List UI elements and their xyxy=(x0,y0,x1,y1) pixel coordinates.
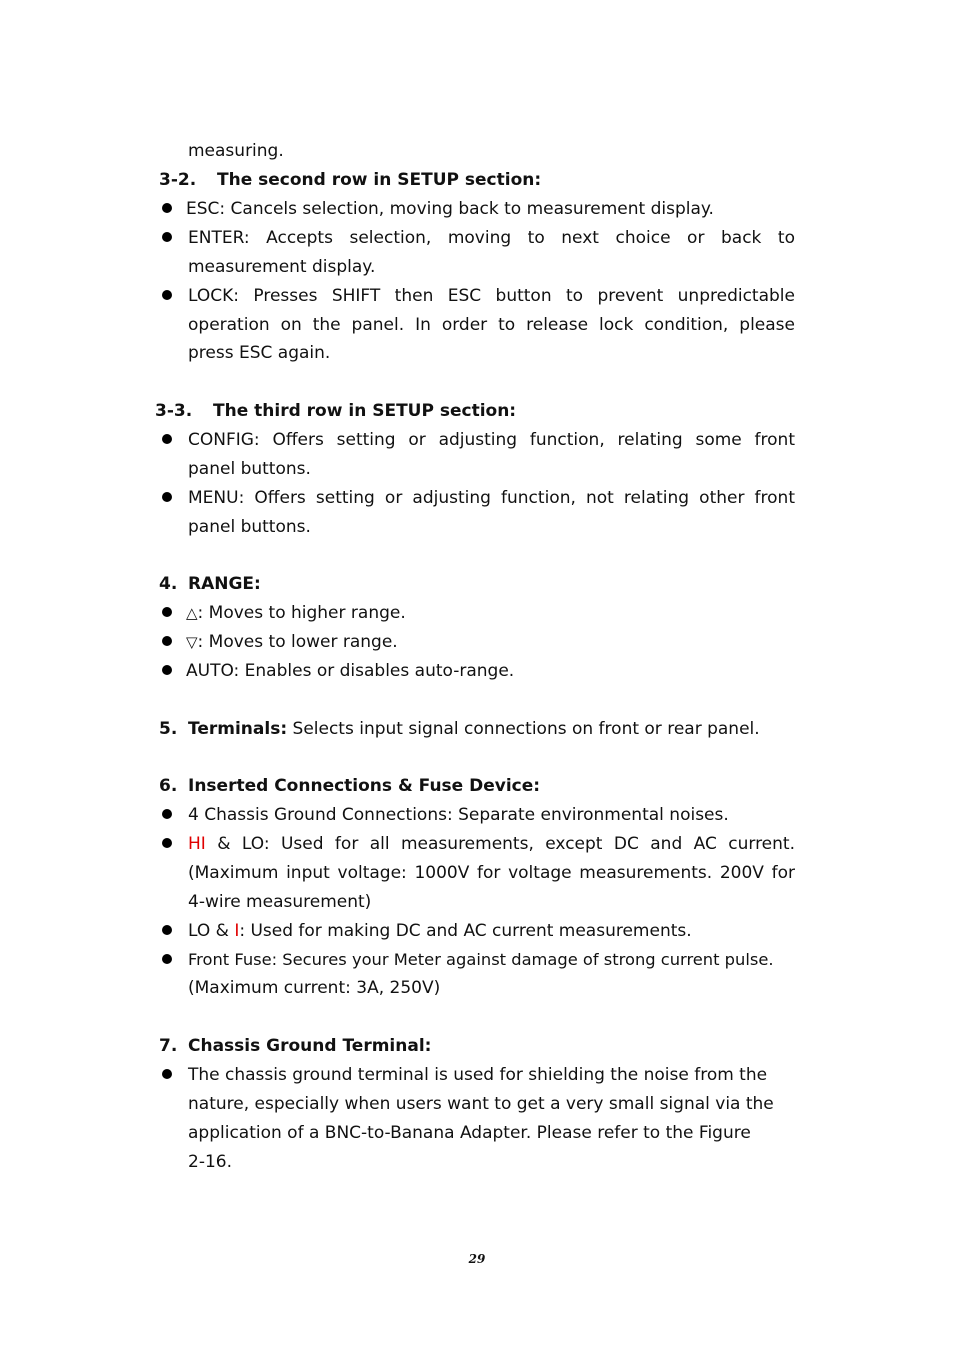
section-terminals xyxy=(188,718,760,740)
section-number-6: 6. xyxy=(159,776,178,796)
list-item-auto: AUTO: Enables or disables auto-range. xyxy=(186,661,515,681)
triangle-down-icon: ▽ xyxy=(186,633,198,651)
list-item-esc: ESC: Cancels selection, moving back to measurement display. xyxy=(186,199,714,219)
list-item-fuse-cont: (Maximum current: 3A, 250V) xyxy=(188,978,441,998)
section-number-3-3: 3-3. xyxy=(155,401,193,421)
bullet-icon xyxy=(162,925,172,935)
terminals-text: Selects input signal connections on front or rear panel. xyxy=(287,719,760,739)
list-item-menu: MENU: Offers setting or adjusting function, not relating other front xyxy=(188,488,795,508)
list-item-lock-end: press ESC again. xyxy=(188,343,331,363)
bullet-icon xyxy=(162,232,172,242)
section-heading-connections: Inserted Connections & Fuse Device: xyxy=(188,776,541,796)
section-number-3-2: 3-2. xyxy=(159,170,197,190)
list-item-enter-cont: measurement display. xyxy=(188,257,376,277)
section-heading-3-3: The third row in SETUP section: xyxy=(213,401,517,421)
bullet-icon xyxy=(162,492,172,502)
bullet-icon xyxy=(162,636,172,646)
list-item-range-down xyxy=(186,631,398,653)
bullet-icon xyxy=(162,290,172,300)
list-item-menu-cont: panel buttons. xyxy=(188,517,311,537)
list-item-chassis-ground: The chassis ground terminal is used for shielding the noise from the xyxy=(188,1065,768,1085)
list-item-enter: ENTER: Accepts selection, moving to next choice or back to xyxy=(188,228,795,248)
list-item-hi-lo-cont: (Maximum input voltage: 1000V for voltage measurements. 200V for xyxy=(188,863,795,883)
list-item-lo-i xyxy=(188,920,692,942)
range-up-text: : Moves to higher range. xyxy=(197,603,406,623)
list-item-hi-lo xyxy=(188,833,795,855)
hi-label: HI xyxy=(188,834,206,854)
bullet-icon xyxy=(162,809,172,819)
section-number-4: 4. xyxy=(159,574,178,594)
list-item-config: CONFIG: Offers setting or adjusting function, relating some front xyxy=(188,430,795,450)
i-label: I xyxy=(234,921,240,941)
list-item-lock: LOCK: Presses SHIFT then ESC button to prevent unpredictable xyxy=(188,286,795,306)
page-number: 29 xyxy=(468,1252,486,1266)
section-heading-terminals: Terminals: xyxy=(188,719,288,739)
lo-i-text: : Used for making DC and AC current measurements. xyxy=(239,921,692,941)
bullet-icon xyxy=(162,665,172,675)
bullet-icon xyxy=(162,203,172,213)
section-heading-chassis-ground: Chassis Ground Terminal: xyxy=(188,1036,432,1056)
list-item-fuse: Front Fuse: Secures your Meter against damage of strong current pulse. xyxy=(188,950,774,969)
list-item-range-up xyxy=(186,602,406,624)
section-number-7: 7. xyxy=(159,1036,178,1056)
list-item-chassis: 4 Chassis Ground Connections: Separate environmental noises. xyxy=(188,805,729,825)
list-item-chassis-ground-end: 2-16. xyxy=(188,1152,232,1172)
range-down-text: : Moves to lower range. xyxy=(197,632,398,652)
list-item-lock-cont: operation on the panel. In order to release lock condition, please xyxy=(188,315,795,335)
triangle-up-icon: △ xyxy=(186,604,198,622)
list-item-chassis-ground-cont: nature, especially when users want to get a very small signal via the xyxy=(188,1094,774,1114)
bullet-icon xyxy=(162,838,172,848)
bullet-icon xyxy=(162,607,172,617)
bullet-icon xyxy=(162,954,172,964)
continued-text: measuring. xyxy=(188,141,284,161)
hi-lo-text: & LO: Used for all measurements, except DC and AC current. xyxy=(205,834,795,854)
section-heading-3-2: The second row in SETUP section: xyxy=(217,170,542,190)
bullet-icon xyxy=(162,1069,172,1079)
list-item-hi-lo-end: 4-wire measurement) xyxy=(188,892,372,912)
bullet-icon xyxy=(162,434,172,444)
lo-label: LO & xyxy=(188,921,235,941)
list-item-config-cont: panel buttons. xyxy=(188,459,311,479)
section-heading-range: RANGE: xyxy=(188,574,261,594)
section-number-5: 5. xyxy=(159,719,178,739)
list-item-chassis-ground-cont2: application of a BNC-to-Banana Adapter. Please refer to the Figure xyxy=(188,1123,751,1143)
